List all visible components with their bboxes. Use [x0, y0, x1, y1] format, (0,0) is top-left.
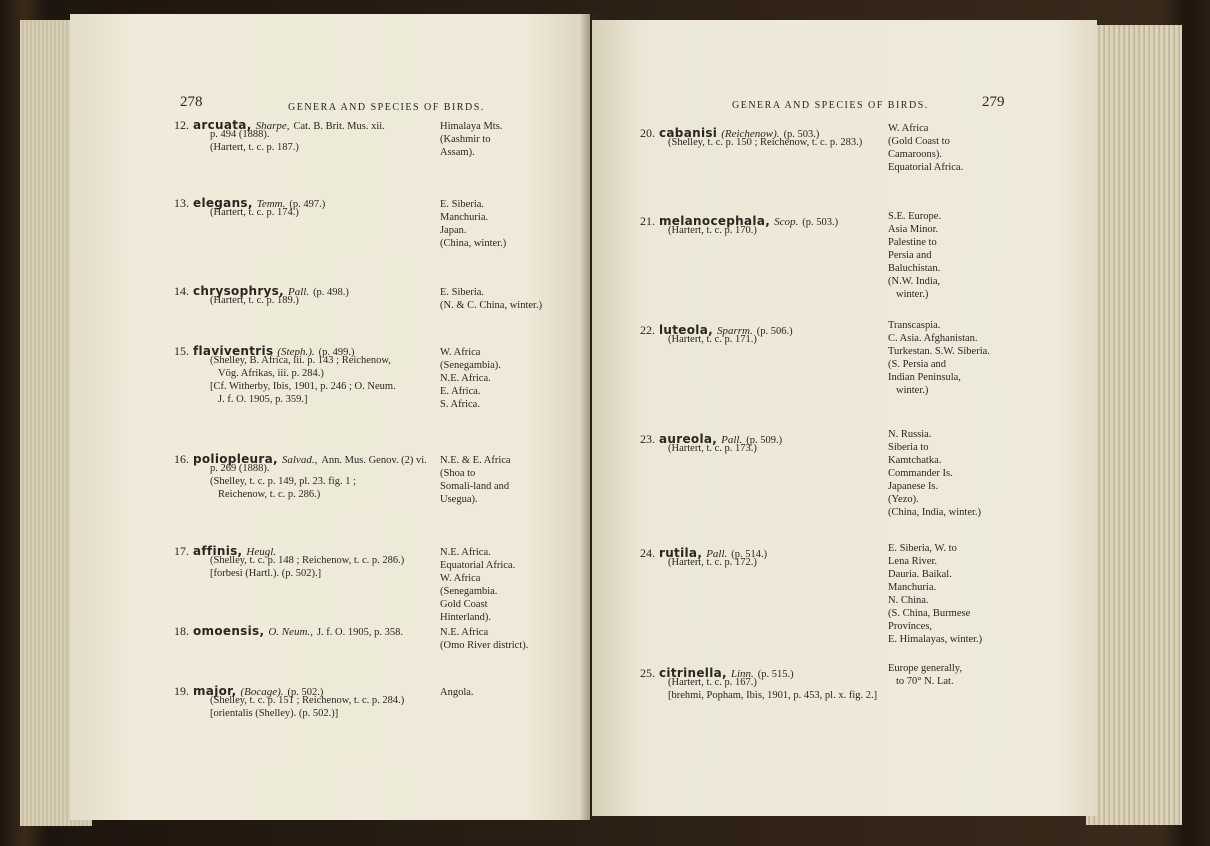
distribution-line: (Yezo). [888, 494, 919, 505]
distribution-line: E. Siberia, W. to [888, 543, 957, 554]
distribution-line: winter.) [896, 289, 929, 300]
distribution-line: winter.) [896, 385, 929, 396]
species-authority: Temm. [256, 198, 286, 210]
species-name: chrysophrys, [193, 284, 284, 298]
distribution [440, 198, 506, 250]
species-name: arcuata, [193, 118, 252, 132]
distribution [440, 546, 515, 624]
distribution-line: Angola. [440, 687, 474, 698]
distribution [888, 319, 990, 397]
reference-line: [forbesi (Hartl.). (p. 502).] [210, 568, 322, 579]
species-reference: J. f. O. 1905, p. 358. [316, 627, 403, 638]
distribution-line: (S. China, Burmese [888, 608, 971, 619]
entry-number: 21. [640, 214, 655, 228]
distribution-line: Persia and [888, 250, 932, 261]
distribution-line: Commander Is. [888, 468, 953, 479]
reference-line: (Hartert, t. c. p. 167.) [668, 677, 757, 688]
species-authority: Heugl. [246, 546, 277, 558]
distribution-line: S. Africa. [440, 399, 480, 410]
species-authority: (Reichenow). [721, 128, 780, 140]
entry-number: 16. [174, 452, 189, 466]
entry-number: 22. [640, 323, 655, 337]
distribution-line: W. Africa [440, 347, 481, 358]
species-authority: Salvad., [281, 454, 318, 466]
reference-line: (Hartert, t. c. p. 174.) [210, 207, 299, 218]
distribution-line: E. Siberia. [440, 287, 485, 298]
running-head-left: GENERA AND SPECIES OF BIRDS. [288, 102, 485, 113]
distribution-line: Gold Coast [440, 599, 488, 610]
distribution [440, 454, 511, 506]
distribution [440, 686, 474, 699]
distribution-line: Japanese Is. [888, 481, 939, 492]
species-reference: (p. 515.) [757, 669, 794, 680]
entry-number: 17. [174, 544, 189, 558]
distribution [888, 122, 963, 174]
running-head-right: GENERA AND SPECIES OF BIRDS. [732, 100, 929, 111]
reference-line: (Hartert, t. c. p. 170.) [668, 225, 757, 236]
distribution-line: Hinterland). [440, 612, 492, 623]
distribution-line: Assam). [440, 147, 475, 158]
entry-number: 15. [174, 344, 189, 358]
species-name: major, [193, 684, 237, 698]
species-authority: Pall. [706, 548, 728, 560]
species-name: citrinella, [659, 666, 727, 680]
entry-number: 20. [640, 126, 655, 140]
species-name: melanocephala, [659, 214, 771, 228]
reference-line: (Shelley, t. c. p. 150 ; Reichenow, t. c. p. 283.) [668, 137, 863, 148]
distribution-line: E. Africa. [440, 386, 481, 397]
reference-line: (Shelley, t. c. p. 151 ; Reichenow, t. c. p. 284.) [210, 695, 405, 706]
distribution-line: W. Africa [440, 573, 481, 584]
distribution-line: E. Himalayas, winter.) [888, 634, 983, 645]
species-reference: (p. 502.) [287, 687, 324, 698]
page-edges-right [1086, 25, 1182, 825]
species-name: cabanisi [659, 126, 718, 140]
distribution-line: N. China. [888, 595, 929, 606]
distribution-line: S.E. Europe. [888, 211, 942, 222]
distribution-line: Baluchistan. [888, 263, 941, 274]
distribution-line: (N.W. India, [888, 276, 941, 287]
reference-line: J. f. O. 1905, p. 359.] [218, 394, 308, 405]
species-authority: Scop. [774, 216, 799, 228]
distribution-line: Asia Minor. [888, 224, 939, 235]
species-reference: (p. 514.) [731, 549, 768, 560]
reference-line: (Hartert, t. c. p. 189.) [210, 295, 299, 306]
entry-number: 19. [174, 684, 189, 698]
species-name: poliopleura, [193, 452, 278, 466]
distribution-line: Turkestan. S.W. Siberia. [888, 346, 990, 357]
distribution [888, 542, 982, 646]
distribution-line: Lena River. [888, 556, 937, 567]
species-authority: Linn. [730, 668, 754, 680]
entry-heading [174, 116, 385, 134]
right-page [592, 20, 1097, 816]
reference-line: [orientalis (Shelley). (p. 502.)] [210, 708, 339, 719]
distribution-line: Usegua). [440, 494, 478, 505]
entry-number: 25. [640, 666, 655, 680]
species-authority: Pall. [287, 286, 310, 298]
species-authority: Pall. [721, 434, 743, 446]
species-reference: Ann. Mus. Genov. (2) vi. [321, 455, 427, 466]
entry-heading [174, 622, 403, 640]
reference-line: Reichenow, t. c. p. 286.) [218, 489, 321, 500]
species-authority: (Steph.). [277, 346, 315, 358]
distribution-line: (N. & C. China, winter.) [440, 300, 543, 311]
distribution-line: Japan. [440, 225, 467, 236]
distribution-line: (Senegambia. [440, 586, 498, 597]
distribution-line: Palestine to [888, 237, 937, 248]
distribution [888, 428, 981, 519]
distribution [440, 626, 528, 652]
species-name: affinis, [193, 544, 243, 558]
reference-line: p. 494 (1888). [210, 129, 270, 140]
species-reference: (p. 499.) [318, 347, 355, 358]
species-authority: Sharpe, [255, 120, 290, 132]
distribution-line: N.E. Africa [440, 627, 489, 638]
distribution [888, 662, 962, 688]
reference-line: [brehmi, Popham, Ibis, 1901, p. 453, pl. x. fig. 2.] [668, 690, 878, 701]
species-authority: Sparrm. [716, 325, 753, 337]
left-page [70, 14, 590, 820]
reference-line: (Hartert, t. c. p. 173.) [668, 443, 757, 454]
reference-line: (Shelley, t. c. p. 148 ; Reichenow, t. c. p. 286.) [210, 555, 405, 566]
reference-line: (Hartert, t. c. p. 172.) [668, 557, 757, 568]
reference-line: (Hartert, t. c. p. 171.) [668, 334, 757, 345]
distribution-line: Transcaspia. [888, 320, 941, 331]
distribution-line: (China, India, winter.) [888, 507, 982, 518]
species-name: flaviventris [193, 344, 274, 358]
distribution-line: Europe generally, [888, 663, 962, 674]
distribution-line: Dauria. Baikal. [888, 569, 952, 580]
distribution [888, 210, 941, 301]
distribution-line: Kamtchatka. [888, 455, 942, 466]
reference-line: (Hartert, t. c. p. 187.) [210, 142, 299, 153]
species-name: rutila, [659, 546, 703, 560]
distribution-line: Somali-land and [440, 481, 510, 492]
species-name: omoensis, [193, 624, 265, 638]
distribution-line: N. Russia. [888, 429, 932, 440]
entry-number: 23. [640, 432, 655, 446]
species-reference: Cat. B. Brit. Mus. xii. [293, 121, 385, 132]
reference-line: (Shelley, t. c. p. 149, pl. 23. fig. 1 ; [210, 476, 357, 487]
distribution-line: (Senegambia). [440, 360, 501, 371]
reference-line: [Cf. Witherby, Ibis, 1901, p. 246 ; O. Neum. [210, 381, 396, 392]
entry-number: 24. [640, 546, 655, 560]
species-authority: (Bocage). [240, 686, 284, 698]
folio-left: 278 [180, 94, 203, 110]
distribution-line: (Gold Coast to [888, 136, 950, 147]
folio-right: 279 [982, 94, 1005, 110]
distribution-line: (Omo River district). [440, 640, 529, 651]
species-authority: O. Neum., [268, 626, 313, 638]
distribution-line: Equatorial Africa. [440, 560, 516, 571]
entry-number: 14. [174, 284, 189, 298]
reference-line: (Shelley, B. Africa, iii. p. 143 ; Reichenow, [210, 355, 391, 366]
distribution [440, 346, 501, 411]
distribution-line: Siberia to [888, 442, 929, 453]
distribution-line: N.E. & E. Africa [440, 455, 511, 466]
distribution-line: (Kashmir to [440, 134, 491, 145]
distribution-line: C. Asia. Afghanistan. [888, 333, 978, 344]
species-name: aureola, [659, 432, 718, 446]
species-reference: (p. 506.) [756, 326, 793, 337]
distribution-line: N.E. Africa. [440, 373, 491, 384]
distribution-line: (Shoa to [440, 468, 476, 479]
species-reference: (p. 497.) [289, 199, 326, 210]
distribution [440, 120, 502, 159]
reference-line: Vög. Afrikas, iii. p. 284.) [218, 368, 324, 379]
distribution [440, 286, 542, 312]
distribution-line: N.E. Africa. [440, 547, 491, 558]
distribution-line: to 70° N. Lat. [896, 676, 954, 687]
distribution-line: E. Siberia. [440, 199, 485, 210]
distribution-line: (S. Persia and [888, 359, 947, 370]
species-name: elegans, [193, 196, 253, 210]
distribution-line: Equatorial Africa. [888, 162, 964, 173]
species-reference: (p. 498.) [313, 287, 349, 298]
reference-line: p. 269 (1888). [210, 463, 270, 474]
distribution-line: Provinces, [888, 621, 933, 632]
species-name: luteola, [659, 323, 713, 337]
entry-number: 18. [174, 624, 189, 638]
distribution-line: Manchuria. [888, 582, 937, 593]
distribution-line: Indian Peninsula, [888, 372, 961, 383]
distribution-line: W. Africa [888, 123, 929, 134]
distribution-line: (China, winter.) [440, 238, 507, 249]
entry-number: 12. [174, 118, 189, 132]
entry-number: 13. [174, 196, 189, 210]
distribution-line: Camaroons). [888, 149, 942, 160]
distribution-line: Manchuria. [440, 212, 489, 223]
distribution-line: Himalaya Mts. [440, 121, 503, 132]
species-reference: (p. 503.) [783, 129, 820, 140]
species-reference: (p. 509.) [746, 435, 783, 446]
species-reference: (p. 503.) [802, 217, 839, 228]
